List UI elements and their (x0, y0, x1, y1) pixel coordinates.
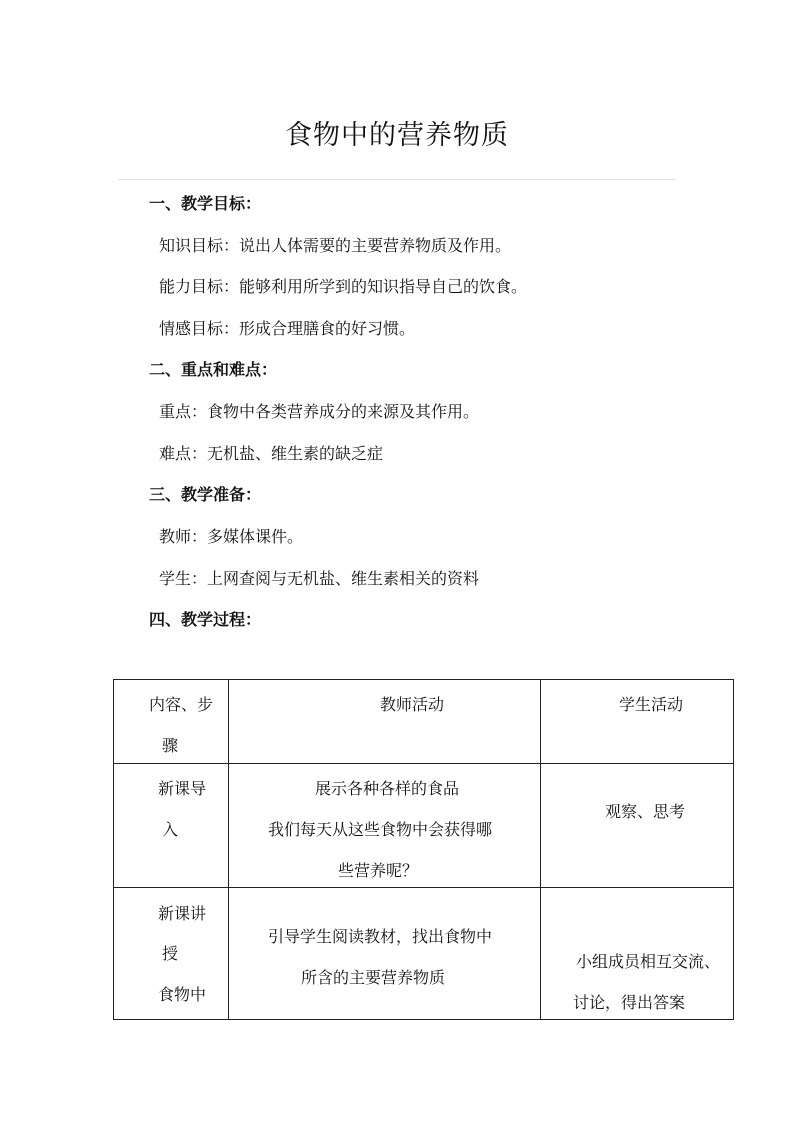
header-teacher: 教师活动 (380, 695, 445, 714)
step-cell (114, 764, 229, 888)
section-heading-process: 四、教学过程： (149, 610, 262, 629)
teacher-activity-line3: 些营养呢？ (338, 861, 419, 880)
preparation-teacher: 教师：多媒体课件。 (159, 527, 304, 546)
section-heading-goals: 一、教学目标： (149, 194, 262, 213)
table-row (114, 888, 734, 1020)
teacher-activity-cell (229, 764, 541, 888)
header-step-cell (114, 680, 229, 764)
goal-knowledge: 知识目标：说出人体需要的主要营养物质及作用。 (159, 236, 512, 255)
header-teacher-cell (229, 680, 541, 764)
header-student: 学生活动 (619, 695, 684, 714)
step-line3: 食物中 (158, 985, 207, 1004)
section-heading-key-points: 二、重点和难点： (149, 360, 278, 379)
teacher-activity-line1: 展示各种各样的食品 (315, 779, 460, 798)
teacher-activity-line2: 所含的主要营养物质 (301, 968, 446, 987)
header-step-line2: 骤 (162, 736, 179, 755)
student-activity-line2: 讨论，得出答案 (573, 993, 686, 1012)
section-heading-preparation: 三、教学准备： (149, 485, 262, 504)
student-activity-cell (541, 888, 734, 1020)
student-activity-line1: 观察、思考 (605, 802, 686, 821)
step-line1: 新课导 (158, 779, 207, 798)
preparation-student: 学生：上网查阅与无机盐、维生素相关的资料 (159, 569, 480, 588)
header-student-cell (541, 680, 734, 764)
key-point: 重点：食物中各类营养成分的来源及其作用。 (159, 402, 480, 421)
title-divider (118, 179, 676, 180)
difficult-point: 难点：无机盐、维生素的缺乏症 (159, 444, 384, 463)
teacher-activity-line1: 引导学生阅读教材，找出食物中 (268, 927, 493, 946)
teacher-activity-line2: 我们每天从这些食物中会获得哪 (268, 820, 493, 839)
document-title: 食物中的营养物质 (285, 120, 509, 151)
step-line2: 授 (162, 944, 179, 963)
header-step-line1: 内容、步 (149, 695, 214, 714)
step-cell (114, 888, 229, 1020)
teaching-process-table (113, 679, 734, 1020)
step-line1: 新课讲 (158, 904, 207, 923)
table-row (114, 764, 734, 888)
student-activity-cell (541, 764, 734, 888)
teacher-activity-cell (229, 888, 541, 1020)
table-header-row (114, 680, 734, 764)
step-line2: 入 (162, 820, 179, 839)
goal-emotion: 情感目标：形成合理膳食的好习惯。 (159, 319, 416, 338)
student-activity-line1: 小组成员相互交流、 (576, 952, 721, 971)
goal-ability: 能力目标：能够利用所学到的知识指导自己的饮食。 (159, 277, 528, 296)
